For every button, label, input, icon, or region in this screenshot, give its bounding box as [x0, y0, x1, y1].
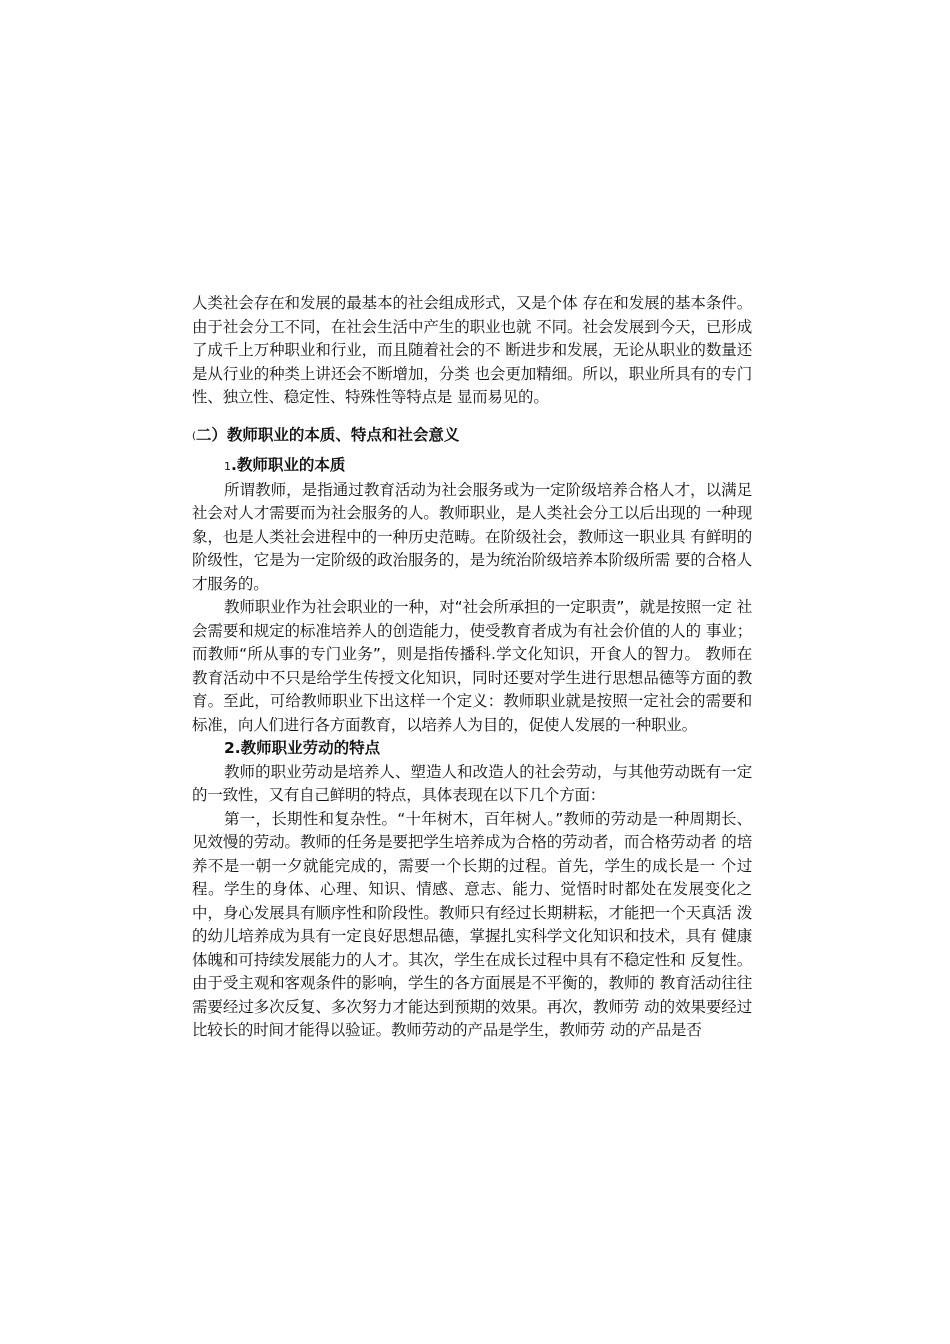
paragraph-definition: 所谓教师，是指通过教育活动为社会服务或为一定阶级培养合格人才，以满足社会对人才需要而为社会服务的人。教师职业，是人类社会分工以后出现的 一种现象，也是人类社会进程中的一种历史范畴。在阶级社会，教师这一职业具 有鲜明的阶级性，它是为一定阶级的政治服务的，是为统治阶级培养本阶级所需 要的合格人才服务的。 [192, 480, 752, 593]
paragraph-features-intro: 教师的职业劳动是培养人、塑造人和改造人的社会劳动，与其他劳动既有一定的一致性，又有自己鲜明的特点，具体表现在以下几个方面： [192, 762, 752, 804]
sub-heading-essence [192, 454, 752, 479]
sub-heading-essence-number: 1 [224, 460, 231, 473]
document-page [192, 292, 752, 1043]
section-heading-text: 二）教师职业的本质、特点和社会意义 [195, 425, 460, 444]
section-heading [192, 424, 752, 449]
paragraph-responsibility: 教师职业作为社会职业的一种，对“社会所承担的一定职责”，就是按照一定 社会需要和规定的标准培养人的创造能力，使受教育者成为有社会价值的人的 事业；而教师“所从事的专门业务”，则是指传播科.学文化知识，开食人的智力。 教师在教育活动中不只是给学生传授文化知识，同时还要对学生进行思想品德等方面的教育。至此，可给教师职业下出这样一个定义：教师职业就是按照一定社会的需要和标准，向人们进行各方面教育，以培养人为目的，促使人发展的一种职业。 [192, 598, 752, 734]
sub-heading-features: 2.教师职业劳动的特点 [224, 739, 381, 757]
sub-heading-essence-text: .教师职业的本质 [231, 456, 346, 474]
intro-paragraph: 人类社会存在和发展的最基本的社会组成形式，又是个体 存在和发展的基本条件。由于社会分工不同，在社会生活中产生的职业也就 不同。社会发展到今天，已形成了成千上万种职业和行业，而且随着社会的不 断进步和发展，无论从职业的数量还是从行业的种类上讲还会不断增加，分类 也会更加精细。所以，职业所具有的专门性、独立性、稳定性、特殊性等特点是 显而易见的。 [192, 294, 752, 406]
paragraph-first-feature: 第一，长期性和复杂性。“十年树木，百年树人。”教师的劳动是一种周期长、见效慢的劳动。教师的任务是要把学生培养成为合格的劳动者，而合格劳动者 的培养不是一朝一夕就能完成的，需要一个长期的过程。首先，学生的成长是一 个过程。学生的身体、心理、知识、情感、意志、能力、觉悟时时都处在发展变化之 中，身心发展具有顺序性和阶段性。教师只有经过长期耕耘，才能把一个天真活 泼的幼儿培养成为具有一定良好思想品德，掌握扎实科学文化知识和技术，具有 健康体魄和可持续发展能力的人才。其次，学生在成长过程中具有不稳定性和 反复性。由于受主观和客观条件的影响，学生的各方面展是不平衡的，教师的 教育活动往往需要经过多次反复、多次努力才能达到预期的效果。再次，教师劳 动的效果要经过比较长的时间才能得以验证。教师劳动的产品是学生，教师劳 动的产品是否 [192, 809, 752, 1039]
section-heading-paren: ( [192, 430, 196, 442]
